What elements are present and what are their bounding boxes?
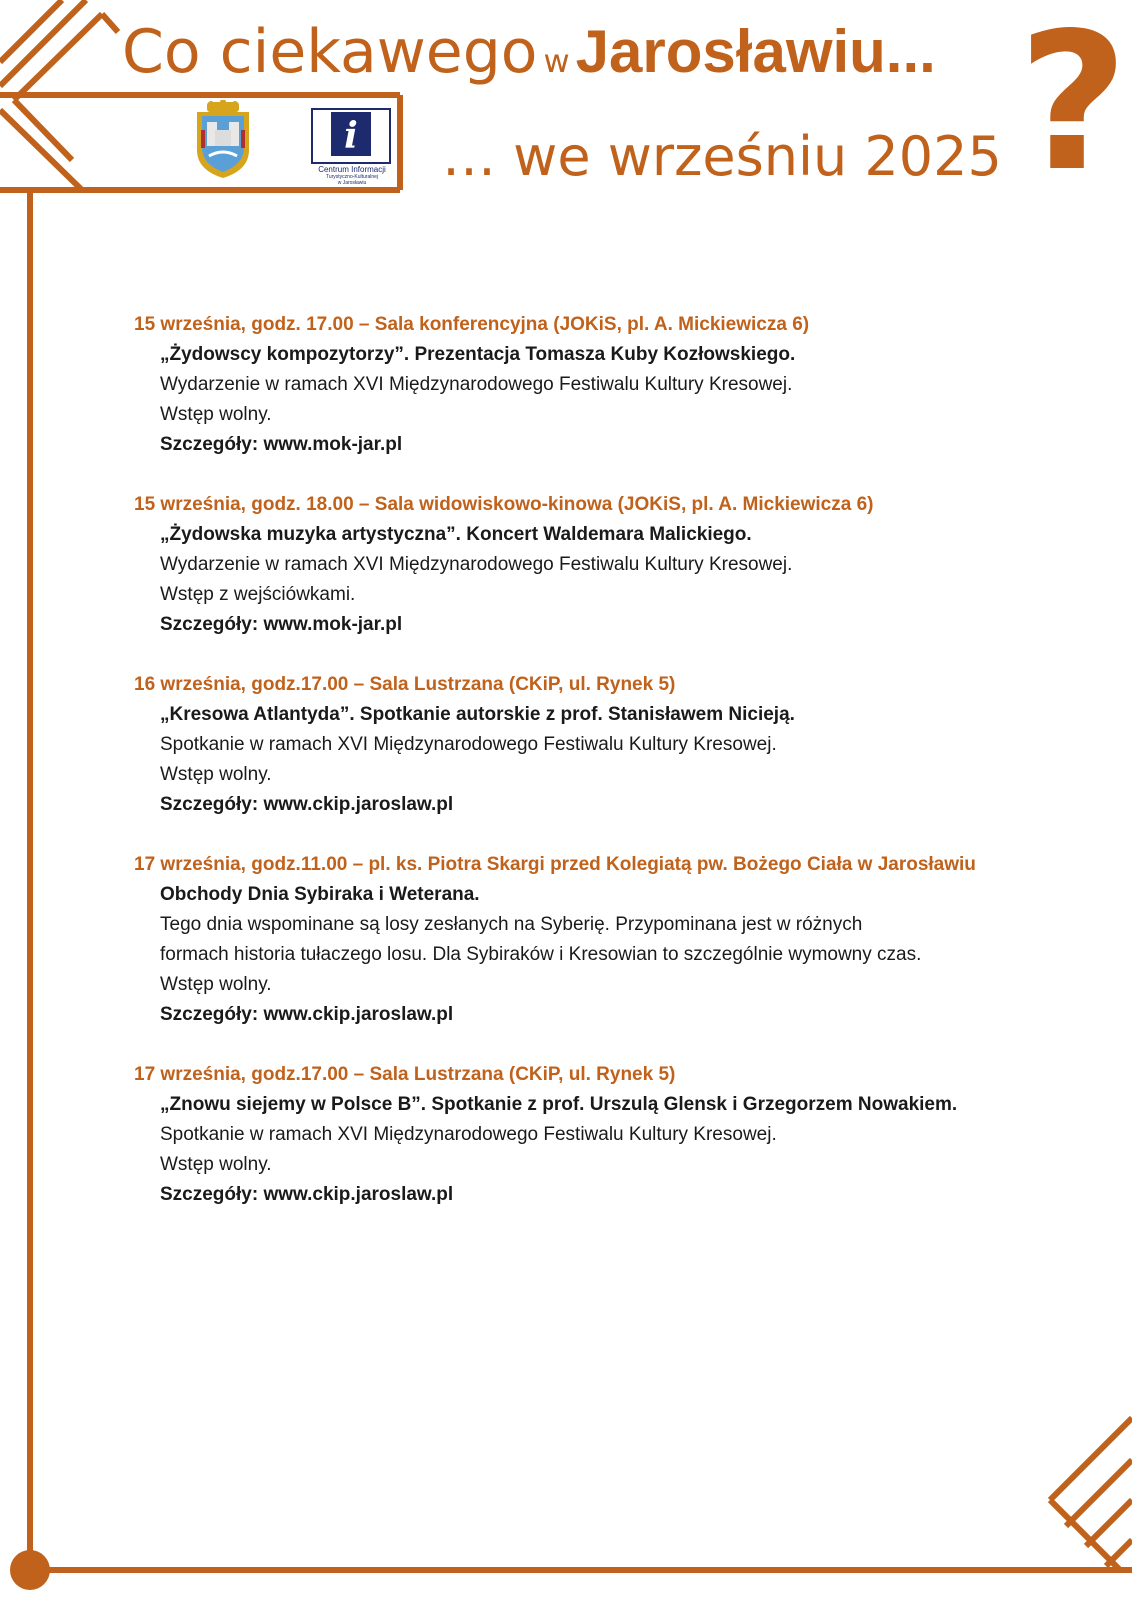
event-body: [134, 880, 1014, 1030]
event-body: [134, 340, 1014, 460]
event-entry: Wstęp wolny.: [160, 1154, 272, 1175]
events-list: [134, 310, 1014, 1240]
title-part-1: Co ciekawego: [122, 17, 538, 87]
page-title: [122, 12, 936, 101]
event-entry: Wstęp wolny.: [160, 404, 272, 425]
event-heading: 15 września, godz. 17.00 – Sala konferencyjna (JOKiS, pl. A. Mickiewicza 6): [134, 314, 810, 335]
event-details-link[interactable]: Szczegóły: www.mok-jar.pl: [160, 434, 403, 455]
event-heading: 16 września, godz.17.00 – Sala Lustrzana (CKiP, ul. Rynek 5): [134, 674, 676, 695]
info-line-3: w Jarosławiu: [337, 180, 367, 186]
title-part-3: Jarosławiu...: [575, 18, 936, 85]
question-mark: ?: [1018, 0, 1129, 213]
event-details-link[interactable]: Szczegóły: www.ckip.jaroslaw.pl: [160, 1004, 454, 1025]
info-letter-icon: i: [344, 115, 358, 157]
event-description: Spotkanie w ramach XVI Międzynarodowego Festiwalu Kultury Kresowej.: [160, 734, 777, 755]
event-title: „Znowu siejemy w Polsce B”. Spotkanie z prof. Urszulą Glensk i Grzegorzem Nowakiem.: [160, 1094, 958, 1115]
city-crest-logo: [193, 100, 253, 180]
event-item: [134, 850, 1014, 1030]
event-title: Obchody Dnia Sybiraka i Weterana.: [160, 884, 480, 905]
event-description: Wydarzenie w ramach XVI Międzynarodowego Festiwalu Kultury Kresowej.: [160, 554, 793, 575]
event-title: „Żydowscy kompozytorzy”. Prezentacja Tomasza Kuby Kozłowskiego.: [160, 344, 796, 365]
event-heading: 17 września, godz.17.00 – Sala Lustrzana (CKiP, ul. Rynek 5): [134, 1064, 676, 1085]
event-description: Tego dnia wspominane są losy zesłanych na Syberię. Przypominana jest w różnych: [160, 914, 863, 935]
info-line-2: Turystyczno-Kulturalnej: [325, 174, 379, 180]
event-details-link[interactable]: Szczegóły: www.mok-jar.pl: [160, 614, 403, 635]
event-heading: 17 września, godz.11.00 – pl. ks. Piotra Skargi przed Kolegiatą pw. Bożego Ciała w Jarosławiu: [134, 854, 976, 875]
event-description: Spotkanie w ramach XVI Międzynarodowego Festiwalu Kultury Kresowej.: [160, 1124, 777, 1145]
info-centre-caption: [312, 166, 392, 186]
event-item: [134, 490, 1014, 640]
event-entry: Wstęp wolny.: [160, 974, 272, 995]
event-heading: 15 września, godz. 18.00 – Sala widowiskowo-kinowa (JOKiS, pl. A. Mickiewicza 6): [134, 494, 874, 515]
event-item: [134, 1060, 1014, 1210]
event-details-link[interactable]: Szczegóły: www.ckip.jaroslaw.pl: [160, 794, 454, 815]
frame-circle: [10, 1550, 50, 1590]
title-part-2: w: [543, 42, 570, 80]
event-body: [134, 520, 1014, 640]
event-body: [134, 700, 1014, 820]
info-centre-logo: [311, 108, 391, 164]
event-details-link[interactable]: Szczegóły: www.ckip.jaroslaw.pl: [160, 1184, 454, 1205]
event-description: Wydarzenie w ramach XVI Międzynarodowego Festiwalu Kultury Kresowej.: [160, 374, 793, 395]
event-body: [134, 1090, 1014, 1210]
event-entry: Wstęp z wejściówkami.: [160, 584, 356, 605]
event-title: „Kresowa Atlantyda”. Spotkanie autorskie z prof. Stanisławem Nicieją.: [160, 704, 795, 725]
event-entry: Wstęp wolny.: [160, 764, 272, 785]
event-item: [134, 310, 1014, 460]
page-subtitle: … we wrześniu 2025: [442, 125, 1002, 188]
event-item: [134, 670, 1014, 820]
event-description: formach historia tułaczego losu. Dla Sybiraków i Kresowian to szczególnie wymowny czas.: [160, 944, 922, 965]
info-line-1: Centrum Informacji: [318, 165, 386, 174]
event-title: „Żydowska muzyka artystyczna”. Koncert Waldemara Malickiego.: [160, 524, 752, 545]
